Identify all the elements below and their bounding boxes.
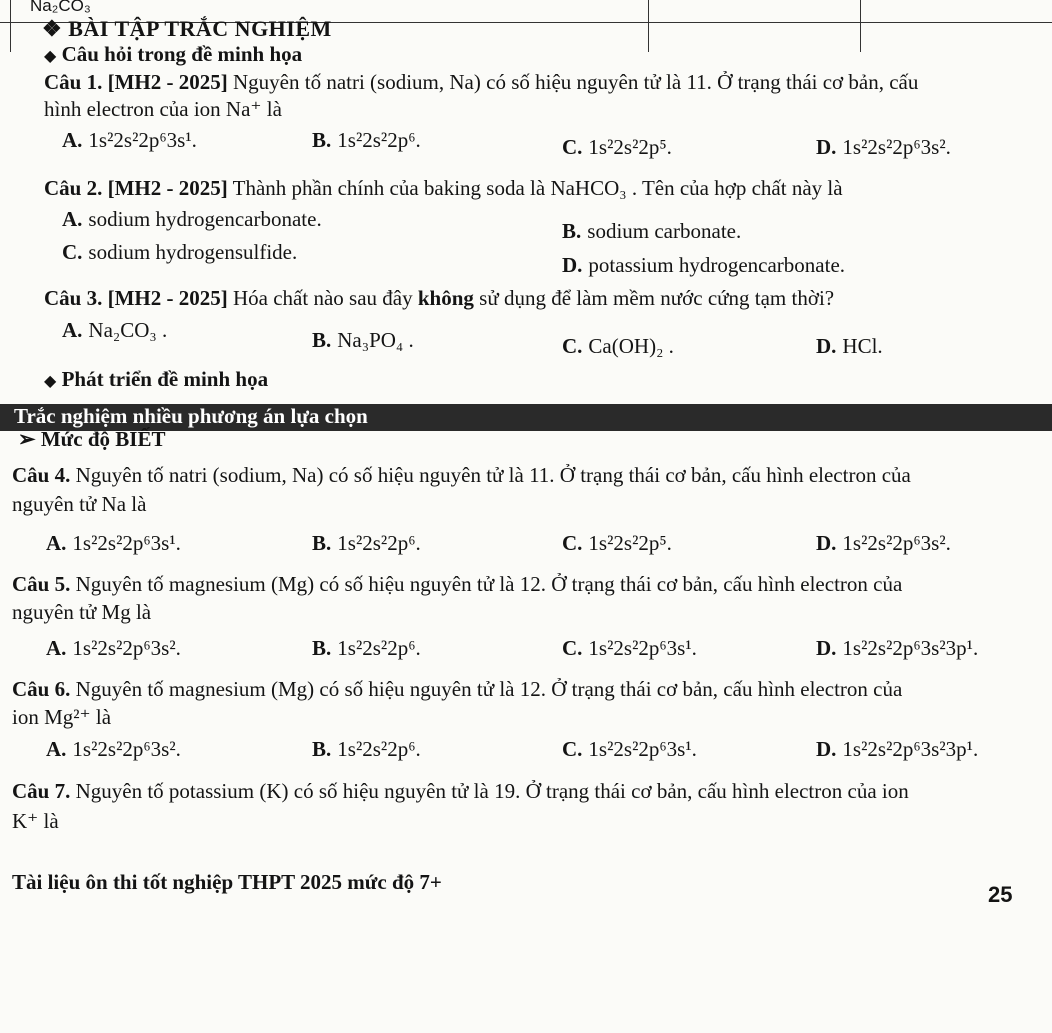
option-text: 1s²2s²2p⁶3s¹. [588,636,697,660]
question-4-line2: nguyên tử Na là [12,492,147,516]
subheading-phat-trien-text: Phát triển đề minh họa [61,367,269,391]
option-label: B. [312,128,332,152]
section-banner-text: Trắc nghiệm nhiều phương án lựa chọn [14,404,368,428]
option-label: A. [62,207,83,231]
diamond-bullet-icon: ◆ [44,48,57,65]
q3-option-a [62,318,167,343]
table-border [10,0,11,52]
q2-option-d [562,253,845,278]
option-text: HCl. [842,334,883,358]
q1-option-d [816,135,951,160]
option-text: 1s²2s²2p⁶3s². [842,135,951,159]
question-tag: [MH2 - 2025] [107,70,228,94]
option-label: C. [562,636,583,660]
question-tag: [MH2 - 2025] [107,176,228,200]
question-7-line2: K⁺ là [12,809,59,833]
option-text: 1s²2s²2p⁶3s¹. [88,128,197,152]
q4-option-b [312,531,421,556]
table-border [648,0,649,52]
option-text: 1s²2s²2p⁶. [337,636,421,660]
diamond-bullet-icon: ◆ [44,373,57,390]
option-label: C. [562,531,583,555]
option-text: 1s²2s²2p⁵. [588,135,672,159]
option-text: 1s²2s²2p⁶3s¹. [72,531,181,555]
table-border [860,0,861,52]
option-text: 1s²2s²2p⁶3s². [72,636,181,660]
question-7 [12,779,909,804]
level-heading-text: Mức độ BIẾT [40,427,166,451]
option-label: C. [562,135,583,159]
question-1 [44,70,918,95]
question-text: sử dụng để làm mềm nước cứng tạm thời? [479,286,835,310]
option-label: A. [62,128,83,152]
option-text: 1s²2s²2p⁶3s². [842,531,951,555]
question-6 [12,677,902,702]
page-number: 25 [988,882,1013,907]
footer-text: Tài liệu ôn thi tốt nghiệp THPT 2025 mức độ 7+ [12,870,442,894]
question-2 [44,176,843,201]
option-label: B. [312,328,332,352]
option-label: C. [62,240,83,264]
option-text: 1s²2s²2p⁶. [337,128,421,152]
question-6-line2: ion Mg²⁺ là [12,705,112,729]
q6-option-c [562,737,697,762]
option-text: Ca(OH)₂ . [588,334,674,358]
option-text: 1s²2s²2p⁶. [337,531,421,555]
question-number: Câu 3. [44,286,103,310]
option-label: A. [46,636,67,660]
option-label: B. [312,531,332,555]
question-number: Câu 7. [12,779,71,803]
option-text: sodium hydrogencarbonate. [88,207,322,231]
q3-option-c [562,334,674,359]
option-label: A. [46,531,67,555]
option-text: 1s²2s²2p⁶3s². [72,737,181,761]
q5-option-a [46,636,181,661]
option-label: A. [46,737,67,761]
q2-option-a [62,207,322,232]
section-heading [42,16,332,42]
option-label: B. [312,737,332,761]
option-label: A. [62,318,83,342]
subheading-minh-hoa-text: Câu hỏi trong đề minh họa [61,42,303,66]
question-text: Thành phần chính của baking soda là NaHCO₃ . Tên của hợp chất này là [232,176,843,200]
q4-option-a [46,531,181,556]
q5-option-b [312,636,421,661]
q6-option-b [312,737,421,762]
option-text: 1s²2s²2p⁶3s²3p¹. [842,636,979,660]
question-text: Nguyên tố potassium (K) có số hiệu nguyên tử là 19. Ở trạng thái cơ bản, cấu hình electron của ion [75,779,909,803]
option-label: D. [816,334,837,358]
q4-option-c [562,531,672,556]
option-label: C. [562,334,583,358]
option-text: Na₃PO₄ . [337,328,414,352]
option-label: D. [816,737,837,761]
question-tag: [MH2 - 2025] [107,286,228,310]
subheading-minh-hoa [44,42,302,67]
q2-option-b [562,219,741,244]
q1-option-a [62,128,197,153]
question-text: Nguyên tố natri (sodium, Na) có số hiệu nguyên tử là 11. Ở trạng thái cơ bản, cấu hình electron của [75,463,911,487]
option-label: B. [562,219,582,243]
question-number: Câu 4. [12,463,71,487]
question-emphasis: không [417,286,474,310]
question-text: Nguyên tố natri (sodium, Na) có số hiệu nguyên tử là 11. Ở trạng thái cơ bản, cấu [233,70,919,94]
q3-option-d [816,334,883,359]
question-number: Câu 1. [44,70,103,94]
question-number: Câu 6. [12,677,71,701]
q2-option-c [62,240,297,265]
option-text: sodium carbonate. [587,219,742,243]
option-text: sodium hydrogensulfide. [88,240,298,264]
option-text: Na₂CO₃ . [88,318,168,342]
option-text: 1s²2s²2p⁶3s²3p¹. [842,737,979,761]
q6-option-d [816,737,978,762]
q3-option-b [312,328,414,353]
option-label: D. [816,135,837,159]
question-3 [44,286,834,311]
section-heading-text: BÀI TẬP TRẮC NGHIỆM [68,16,332,41]
option-text: 1s²2s²2p⁶. [337,737,421,761]
q1-option-c [562,135,672,160]
option-label: D. [816,531,837,555]
question-number: Câu 2. [44,176,103,200]
q5-option-c [562,636,697,661]
question-text: Nguyên tố magnesium (Mg) có số hiệu nguyên tử là 12. Ở trạng thái cơ bản, cấu hình electron của [75,572,903,596]
question-5 [12,572,902,597]
question-4 [12,463,911,488]
question-text: Hóa chất nào sau đây [233,286,413,310]
option-text: 1s²2s²2p⁶3s¹. [588,737,697,761]
option-label: C. [562,737,583,761]
q6-option-a [46,737,181,762]
subheading-phat-trien [44,367,268,392]
level-heading [18,427,165,452]
arrow-bullet-icon: ➢ [18,427,36,451]
option-label: D. [816,636,837,660]
question-number: Câu 5. [12,572,71,596]
option-label: D. [562,253,583,277]
question-text: Nguyên tố magnesium (Mg) có số hiệu nguyên tử là 12. Ở trạng thái cơ bản, cấu hình electron của [75,677,903,701]
table-cell-na2co3: Na₂CO₃ [30,0,91,15]
question-5-line2: nguyên tử Mg là [12,600,152,624]
option-label: B. [312,636,332,660]
q4-option-d [816,531,951,556]
question-1-line2: hình electron của ion Na⁺ là [44,97,282,121]
q1-option-b [312,128,421,153]
option-text: potassium hydrogencarbonate. [588,253,846,277]
diamond-icon: ❖ [42,16,63,41]
option-text: 1s²2s²2p⁵. [588,531,672,555]
q5-option-d [816,636,978,661]
